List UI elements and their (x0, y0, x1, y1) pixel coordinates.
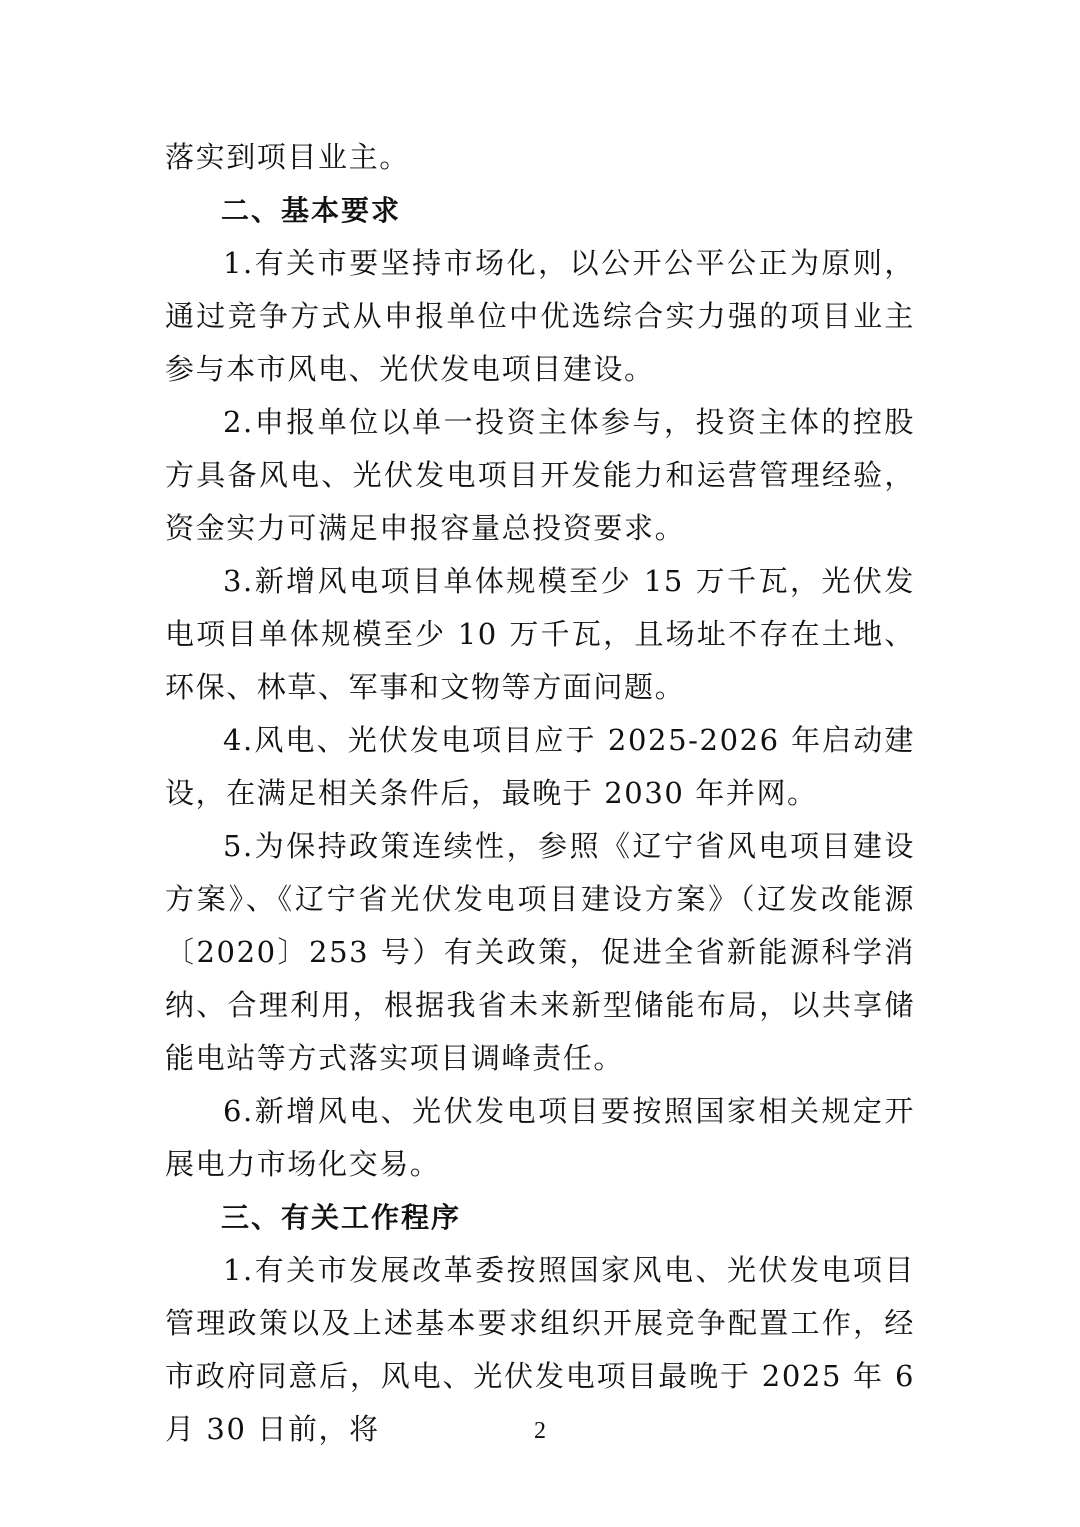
section-heading-basic-requirements: 二、基本要求 (221, 194, 402, 227)
page-number: 2 (534, 1418, 546, 1444)
paragraph-requirement-1: 1.有关市要坚持市场化，以公开公平公正为原则，通过竞争方式从申报单位中优选综合实力强的项目业主参与本市风电、光伏发电项目建设。 (165, 246, 915, 386)
paragraph-requirement-3: 3.新增风电项目单体规模至少 15 万千瓦，光伏发电项目单体规模至少 10 万千瓦，且场址不存在土地、环保、林草、军事和文物等方面问题。 (165, 564, 915, 704)
paragraph-requirement-5: 5.为保持政策连续性，参照《辽宁省风电项目建设方案》、《辽宁省光伏发电项目建设方案》（辽发改能源〔2020〕253 号）有关政策，促进全省新能源科学消纳、合理利用，根据我省未来新型储能布局，以共享储能电站等方式落实项目调峰责任。 (165, 829, 915, 1075)
section-heading-work-procedure: 三、有关工作程序 (221, 1201, 462, 1234)
paragraph-continuation: 落实到项目业主。 (165, 140, 410, 174)
document-body (165, 131, 915, 1456)
paragraph-procedure-1: 1.有关市发展改革委按照国家风电、光伏发电项目管理政策以及上述基本要求组织开展竞争配置工作，经市政府同意后，风电、光伏发电项目最晚于 2025 年 6 月 30 日前，将 (165, 1253, 915, 1446)
paragraph-requirement-6: 6.新增风电、光伏发电项目要按照国家相关规定开展电力市场化交易。 (165, 1094, 915, 1181)
paragraph-requirement-2: 2.申报单位以单一投资主体参与，投资主体的控股方具备风电、光伏发电项目开发能力和运营管理经验，资金实力可满足申报容量总投资要求。 (165, 405, 915, 545)
paragraph-requirement-4: 4.风电、光伏发电项目应于 2025-2026 年启动建设，在满足相关条件后，最晚于 2030 年并网。 (165, 723, 915, 810)
